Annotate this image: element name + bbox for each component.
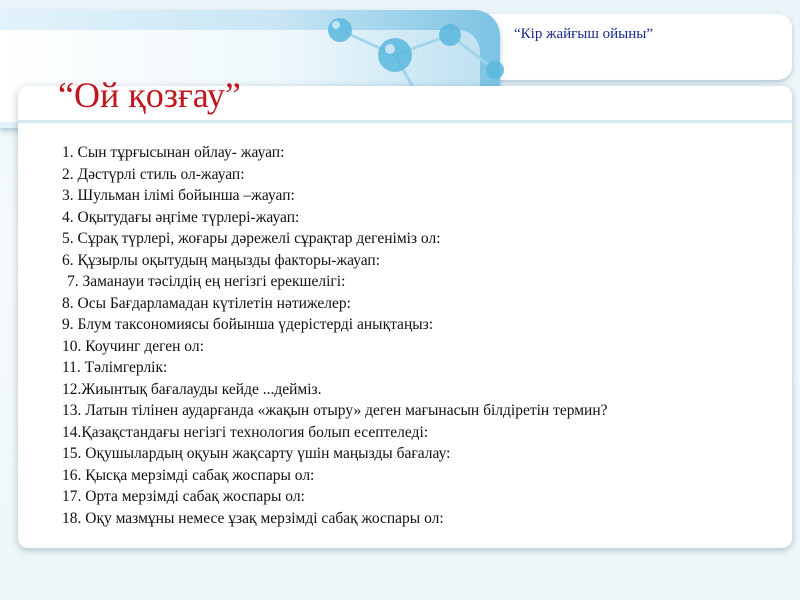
question-item: 18. Оқу мазмұны немесе ұзақ мерзімді сабақ жоспары ол:: [62, 509, 444, 527]
question-item: 9. Блум таксономиясы бойынша үдерістерді анықтаңыз:: [62, 316, 434, 333]
question-item: 1. Сын тұрғысынан ойлау- жауап:: [62, 144, 285, 161]
slide-title: “Ой қозғау”: [58, 75, 241, 115]
question-item: 7. Заманауи тәсілдің ең негізгі ерекшелігі:: [67, 273, 346, 290]
game-title: “Кір жайғыш ойыны”: [514, 26, 654, 42]
question-item: 6. Құзырлы оқытудың маңызды факторы-жауап:: [62, 251, 381, 269]
question-item: 17. Орта мерзімді сабақ жоспары ол:: [62, 488, 305, 505]
question-item: 13. Латын тілінен аударғанда «жақын отыру» деген мағынасын білдіретін термин?: [62, 402, 608, 419]
question-item: 4. Оқытудағы әңгіме түрлері-жауап:: [62, 208, 300, 226]
question-item: 16. Қысқа мерзімді сабақ жоспары ол:: [62, 466, 315, 484]
question-item: 2. Дәстүрлі стиль ол-жауап:: [62, 165, 245, 183]
question-item: 8. Осы Бағдарламадан күтілетін нәтижелер:: [62, 294, 351, 312]
question-item: 11. Тәлімгерлік:: [62, 359, 168, 376]
question-item: 12.Жиынтық бағалауды кейде ...дейміз.: [62, 380, 322, 398]
question-list: [62, 142, 782, 529]
question-item: 5. Сұрақ түрлері, жоғары дәрежелі сұрақтар дегеніміз ол:: [62, 230, 441, 247]
question-item: 3. Шульман ілімі бойынша –жауап:: [62, 187, 295, 204]
question-item: 15. Оқушылардың оқуын жақсарту үшін маңызды бағалау:: [62, 445, 451, 462]
question-item: 14.Қазақстандағы негізгі технология болып есептеледі:: [62, 423, 429, 441]
question-item: 10. Коучинг деген ол:: [62, 337, 204, 355]
